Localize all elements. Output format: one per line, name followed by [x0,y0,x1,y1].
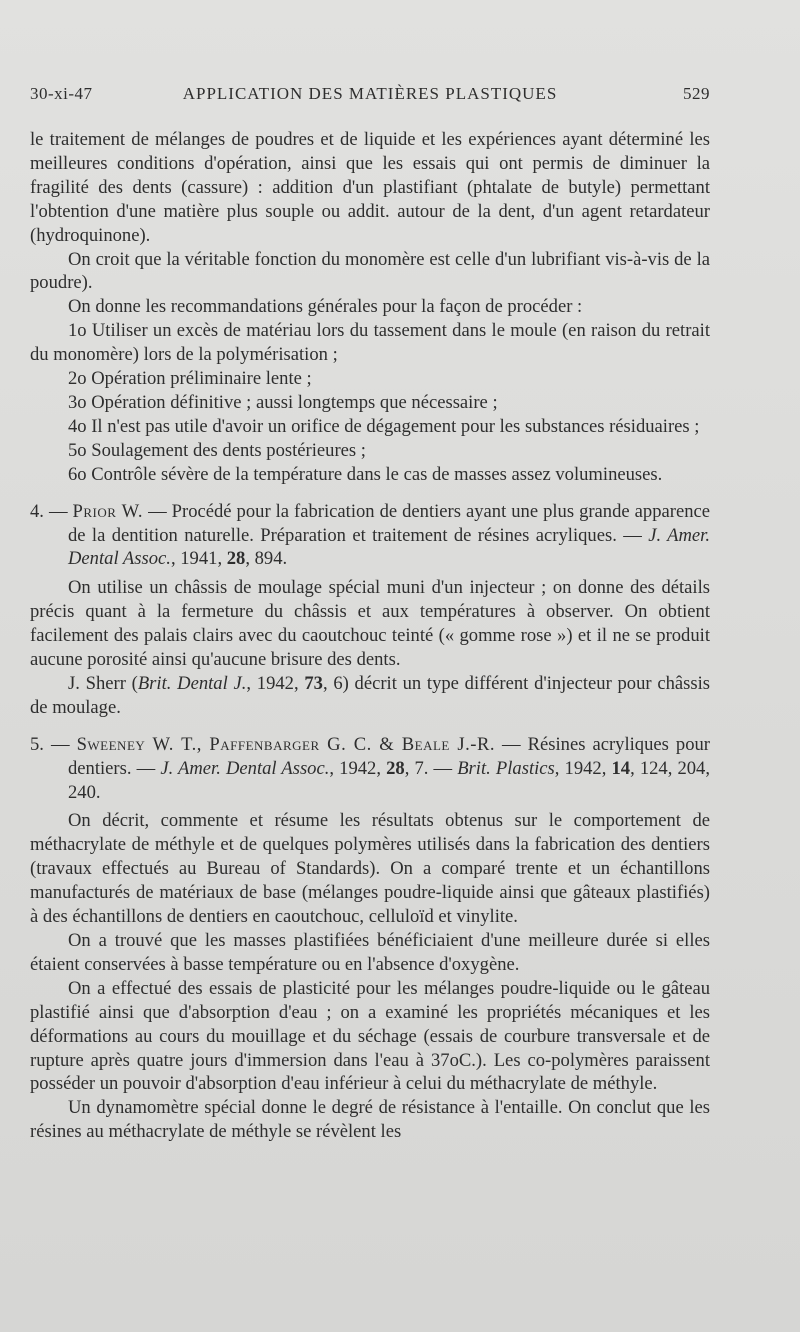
reference-pages: , 894. [245,548,288,570]
reference-volume: 28 [386,757,405,779]
paragraph: le traitement de mélanges de poudres et de liquide et les expériences ayant déterminé les meilleures conditions d'opération, ainsi que les essais qui ont permis de diminuer la fragilité des dents (cassure) : addition d'un plastifiant (phtalate de butyle) permettant l'obtention d'une matière plus souple ou addit. autour de la dent, d'un agent retardateur (hydroquinone). [30,129,710,246]
journal-name: Brit. Dental J. [137,672,247,694]
paragraph: On a trouvé que les masses plastifiées bénéficiaient d'une meilleure durée si elles étaient conservées à basse température ou en l'absence d'oxygène. [30,930,710,975]
paragraph: On croit que la véritable fonction du monomère est celle d'un lubrifiant vis-à-vis de la poudre). [30,248,710,294]
paragraph: On décrit, commente et résume les résultats obtenus sur le comportement de méthacrylate de méthyle et de quelques polymères utilisés dans la fabrication des dentiers (travaux effectués au Bureau of Standards). On a comparé trente et un échantillons manufacturés de matériaux de base (mélanges poudre-liquide ainsi que gâteaux plastifiés) à des échantillons de dentiers en caoutchouc, celluloïd et vinylite. [30,810,710,928]
reference-authors: Sweeney W. T., Paffenbarger G. C. & Beale J.-R. [76,733,496,755]
text-run: , 1942, [246,672,305,694]
paragraph: On donne les recommandations générales pour la façon de procéder : [68,296,583,318]
header-title: APPLICATION DES MATIÈRES PLASTIQUES [182,84,558,103]
reference-volume-2: 14 [611,757,631,779]
reference-journal: J. Amer. Dental Assoc. [68,524,711,570]
list-item: 3o Opération définitive ; aussi longtemps que nécessaire ; [68,391,498,413]
paragraph: Un dynamomètre spécial donne le degré de résistance à l'entaille. On conclut que les résines au méthacrylate de méthyle se révèlent les [30,1097,710,1143]
reference-year-2: , 1942, [554,757,612,779]
reference-4 [30,500,710,572]
reference-pages-2: , 124, 204, 240. [68,757,711,803]
list-item: 5o Soulagement des dents postérieures ; [68,439,366,461]
list-item: 1o Utiliser un excès de matériau lors du tassement dans le moule (en raison du retrait du monomère) lors de la polymérisation ; [30,320,710,366]
reference-year: , 1942, [329,757,387,779]
reference-year: , 1941, [170,548,227,570]
reference-5 [30,733,710,805]
running-header [30,84,710,108]
reference-journal-2: Brit. Plastics [457,757,555,779]
list-item: 6o Contrôle sévère de la température dans le cas de masses assez volumineuses. [68,463,663,485]
list-item: 4o Il n'est pas utile d'avoir un orifice de dégagement pour les substances résiduaires ; [68,415,700,437]
volume-number: 73 [304,672,323,694]
reference-journal: J. Amer. Dental Assoc. [160,757,330,779]
page-number: 529 [683,84,710,103]
page-body [30,128,710,1144]
reference-pages: , 7. — [404,757,458,779]
paragraph [30,672,710,720]
paragraph: On a effectué des essais de plasticité pour les mélanges poudre-liquide ou le gâteau plastifié ainsi que d'absorption d'eau ; on a examiné les propriétés mécaniques et les déformations au cours du mouillage et du séchage (essais de courbure transversale et de rupture après quatre jours d'immersion dans l'eau à 37oC.). Les co-polymères paraissent posséder un pouvoir d'absorption d'eau inférieur à celui du méthacrylate de méthyle. [30,977,710,1095]
reference-number: 5. — [30,733,77,755]
text-run: J. Sherr ( [68,672,138,694]
reference-title: — Procédé pour la fabrication de dentiers ayant une plus grande apparence de la dentition naturelle. Préparation et traitement de résines acryliques. — [68,500,710,546]
reference-title: — Résines acryliques pour dentiers. — [68,733,710,779]
paragraph: On utilise un châssis de moulage spécial muni d'un injecteur ; on donne des détails précis quant à la fermeture du châssis et aux températures à observer. On obtient facilement des palais clairs avec du caoutchouc teinté (« gomme rose ») et il ne se produit aucune porosité ainsi qu'aucune brisure des dents. [30,577,710,671]
header-date: 30-xi-47 [30,84,93,103]
text-run: , 6) décrit un type différent d'injecteur pour châssis de moulage. [30,672,710,718]
reference-volume: 28 [226,548,246,570]
reference-number: 4. — [30,500,73,522]
reference-author: Prior W. [72,500,144,522]
list-item: 2o Opération préliminaire lente ; [68,368,312,390]
